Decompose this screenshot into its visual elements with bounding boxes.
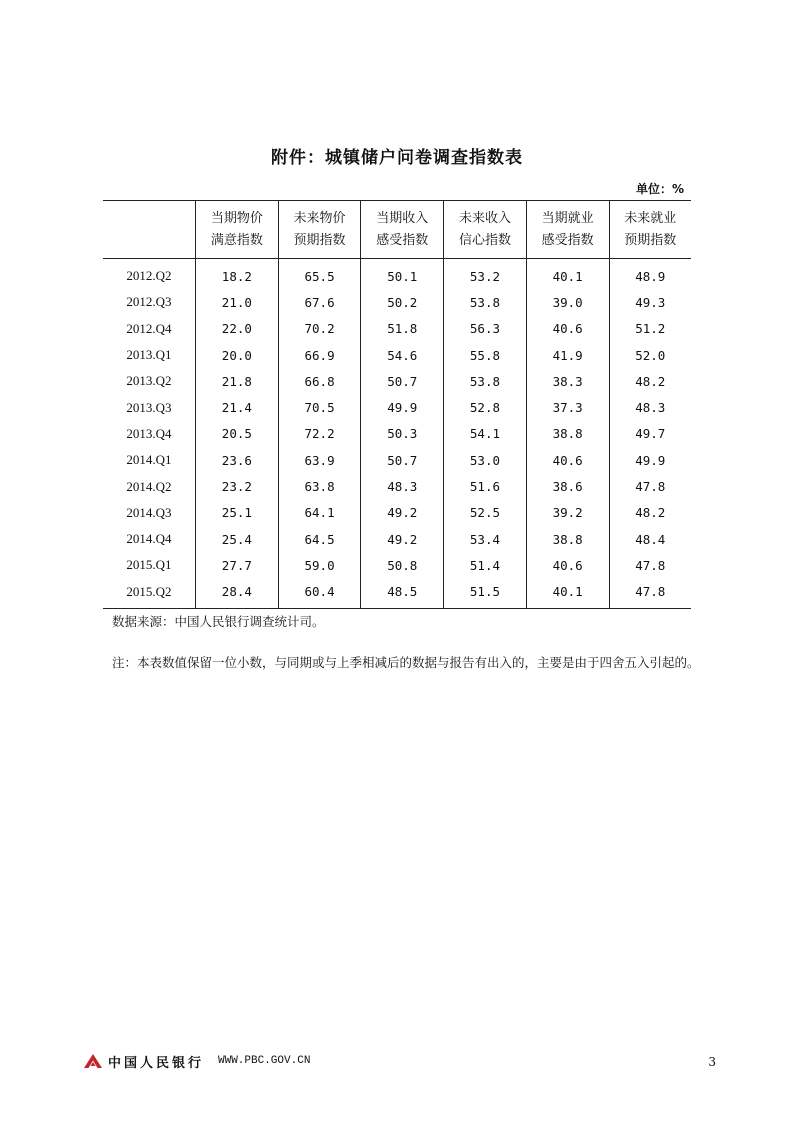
table-row [103,316,691,342]
period-cell: 2014.Q3 [126,504,172,520]
value-cell: 49.2 [361,526,444,552]
header-cell [361,201,444,259]
value-cell: 53.4 [444,526,527,552]
table-row [103,394,691,420]
pbc-logo-icon [84,1054,102,1068]
value-cell: 65.5 [278,259,361,290]
table-row [103,526,691,552]
value-cell: 38.8 [526,526,609,552]
header-line: 信心指数 [458,232,511,248]
header-line: 预期指数 [624,232,677,248]
period-cell: 2014.Q1 [126,452,172,468]
value-cell: 70.2 [278,316,361,342]
value-cell: 50.3 [361,421,444,447]
table-row [103,289,691,315]
value-cell: 72.2 [278,421,361,447]
value-cell: 54.6 [361,342,444,368]
period-cell: 2013.Q2 [126,373,172,389]
value-cell: 47.8 [609,552,691,578]
page-title: 附件：城镇储户问卷调查指数表 [271,148,523,168]
value-cell: 51.4 [444,552,527,578]
value-cell: 27.7 [196,552,279,578]
value-cell: 25.4 [196,526,279,552]
value-cell: 20.5 [196,421,279,447]
value-cell: 49.9 [609,447,691,473]
value-cell: 52.0 [609,342,691,368]
value-cell: 64.5 [278,526,361,552]
value-cell: 66.9 [278,342,361,368]
value-cell: 48.9 [609,259,691,290]
period-cell: 2013.Q1 [126,347,172,363]
table-row [103,579,691,609]
header-line: 当期就业 [541,210,594,226]
value-cell: 41.9 [526,342,609,368]
value-cell: 55.8 [444,342,527,368]
value-cell: 53.8 [444,368,527,394]
value-cell: 52.8 [444,394,527,420]
value-cell: 56.3 [444,316,527,342]
value-cell: 21.0 [196,289,279,315]
value-cell: 70.5 [278,394,361,420]
header-line: 预期指数 [293,232,346,248]
value-cell: 52.5 [444,500,527,526]
value-cell: 21.4 [196,394,279,420]
value-cell: 37.3 [526,394,609,420]
period-cell: 2012.Q4 [126,320,172,336]
table-body [103,259,691,609]
value-cell: 38.6 [526,473,609,499]
header-cell [526,201,609,259]
value-cell: 50.7 [361,368,444,394]
header-line: 感受指数 [541,232,594,248]
value-cell: 47.8 [609,579,691,609]
value-cell: 39.2 [526,500,609,526]
footer-logo [84,1053,204,1069]
table-row [103,447,691,473]
value-cell: 38.8 [526,421,609,447]
value-cell: 48.2 [609,368,691,394]
value-cell: 28.4 [196,579,279,609]
value-cell: 40.6 [526,552,609,578]
footnote: 注：本表数值保留一位小数，与同期或与上季相减后的数据与报告有出入的，主要是由于四舍五入引起的。 [112,655,700,670]
value-cell: 40.6 [526,316,609,342]
header-line: 未来物价 [293,210,346,226]
header-line: 当期物价 [210,210,263,226]
value-cell: 23.2 [196,473,279,499]
value-cell: 63.9 [278,447,361,473]
value-cell: 48.4 [609,526,691,552]
value-cell: 21.8 [196,368,279,394]
value-cell: 49.7 [609,421,691,447]
value-cell: 49.9 [361,394,444,420]
value-cell: 59.0 [278,552,361,578]
period-cell: 2014.Q2 [126,478,172,494]
value-cell: 48.3 [609,394,691,420]
header-line: 感受指数 [376,232,429,248]
table-row [103,421,691,447]
table-row [103,500,691,526]
value-cell: 67.6 [278,289,361,315]
value-cell: 25.1 [196,500,279,526]
value-cell: 64.1 [278,500,361,526]
value-cell: 63.8 [278,473,361,499]
footer-bank-name: 中国人民银行 [108,1055,205,1071]
value-cell: 50.7 [361,447,444,473]
table-row [103,552,691,578]
value-cell: 51.5 [444,579,527,609]
value-cell: 53.8 [444,289,527,315]
value-cell: 49.2 [361,500,444,526]
period-cell: 2014.Q4 [126,531,172,547]
table-row [103,368,691,394]
header-line: 未来收入 [458,210,511,226]
table-row [103,259,691,290]
value-cell: 23.6 [196,447,279,473]
value-cell: 54.1 [444,421,527,447]
period-cell: 2012.Q3 [126,294,172,310]
value-cell: 53.2 [444,259,527,290]
value-cell: 50.1 [361,259,444,290]
header-cell [444,201,527,259]
value-cell: 40.1 [526,259,609,290]
header-cell-period [103,201,196,259]
value-cell: 53.0 [444,447,527,473]
table-header-row [103,201,691,259]
value-cell: 51.8 [361,316,444,342]
value-cell: 18.2 [196,259,279,290]
header-line: 未来就业 [624,210,677,226]
table-row [103,473,691,499]
period-cell: 2012.Q2 [126,268,172,284]
source-note: 数据来源：中国人民银行调查统计司。 [112,614,325,629]
value-cell: 39.0 [526,289,609,315]
header-line: 满意指数 [210,232,263,248]
header-cell [278,201,361,259]
table-row [103,342,691,368]
value-cell: 60.4 [278,579,361,609]
value-cell: 48.3 [361,473,444,499]
value-cell: 50.8 [361,552,444,578]
value-cell: 51.6 [444,473,527,499]
header-cell [609,201,691,259]
value-cell: 47.8 [609,473,691,499]
header-cell [196,201,279,259]
value-cell: 48.5 [361,579,444,609]
period-cell: 2015.Q1 [126,557,172,573]
value-cell: 22.0 [196,316,279,342]
period-cell: 2013.Q3 [126,399,172,415]
header-line: 当期收入 [376,210,429,226]
page-number: 3 [708,1055,716,1069]
period-cell: 2013.Q4 [126,425,172,441]
value-cell: 66.8 [278,368,361,394]
value-cell: 48.2 [609,500,691,526]
value-cell: 40.6 [526,447,609,473]
period-cell: 2015.Q2 [103,579,196,609]
value-cell: 49.3 [609,289,691,315]
value-cell: 20.0 [196,342,279,368]
index-table [103,200,691,609]
value-cell: 51.2 [609,316,691,342]
footer-url[interactable]: WWW.PBC.GOV.CN [218,1055,311,1067]
unit-label: 单位：% [635,182,684,196]
value-cell: 50.2 [361,289,444,315]
value-cell: 40.1 [526,579,609,609]
value-cell: 38.3 [526,368,609,394]
